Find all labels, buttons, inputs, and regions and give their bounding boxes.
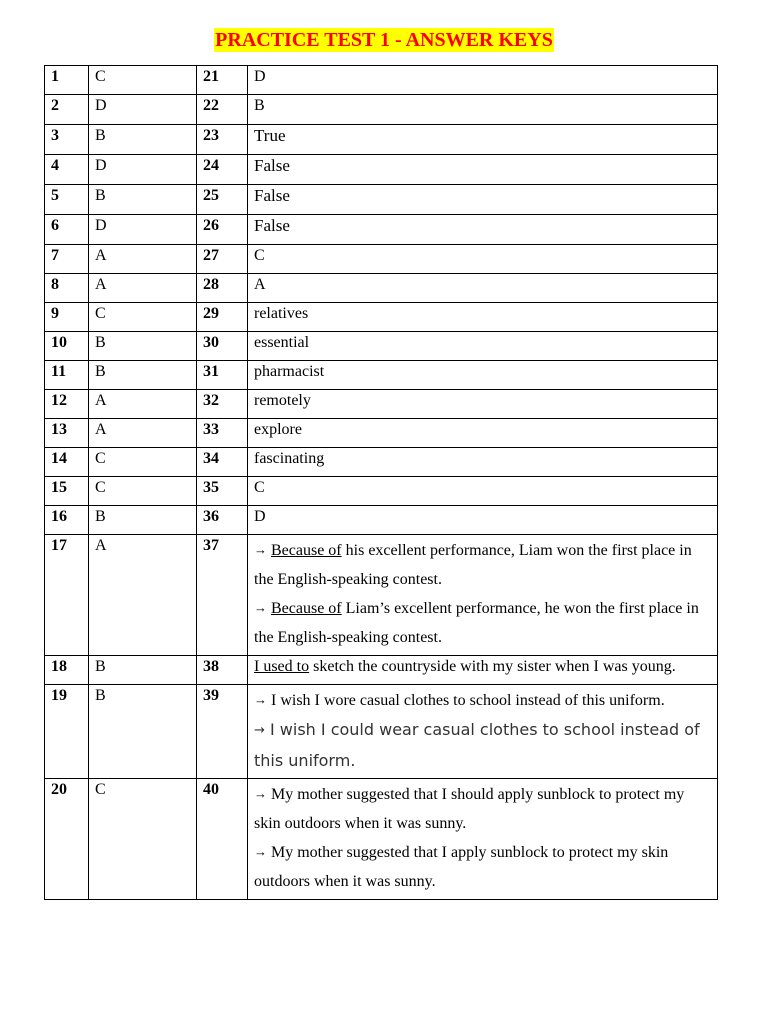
table-row bbox=[45, 155, 718, 185]
table-row-18 bbox=[45, 656, 718, 685]
answer-cell: B bbox=[89, 332, 197, 361]
answer-line bbox=[254, 838, 711, 896]
answer-cell: C bbox=[248, 477, 718, 506]
question-number: 40 bbox=[197, 779, 248, 900]
table-row-19 bbox=[45, 685, 718, 779]
answer-key-body bbox=[45, 66, 718, 900]
question-number: 18 bbox=[45, 656, 89, 685]
table-row bbox=[45, 361, 718, 390]
table-row bbox=[45, 390, 718, 419]
answer-cell: A bbox=[248, 274, 718, 303]
question-number: 20 bbox=[45, 779, 89, 900]
arrow-icon: → bbox=[254, 692, 267, 707]
question-number: 16 bbox=[45, 506, 89, 535]
table-row bbox=[45, 274, 718, 303]
question-number: 34 bbox=[197, 448, 248, 477]
answer-cell: False bbox=[248, 215, 718, 245]
question-number: 30 bbox=[197, 332, 248, 361]
answer-cell bbox=[248, 535, 718, 656]
table-row bbox=[45, 303, 718, 332]
answer-cell: D bbox=[89, 95, 197, 125]
answer-cell: pharmacist bbox=[248, 361, 718, 390]
question-number: 8 bbox=[45, 274, 89, 303]
table-row bbox=[45, 448, 718, 477]
answer-cell: B bbox=[89, 185, 197, 215]
table-row-20 bbox=[45, 779, 718, 900]
question-number: 35 bbox=[197, 477, 248, 506]
question-number: 15 bbox=[45, 477, 89, 506]
answer-cell: remotely bbox=[248, 390, 718, 419]
table-row bbox=[45, 66, 718, 95]
answer-text: his excellent performance, Liam won the first place in the English-speaking contest. bbox=[254, 542, 692, 588]
answer-cell: C bbox=[89, 303, 197, 332]
question-number: 38 bbox=[197, 656, 248, 685]
answer-cell bbox=[248, 779, 718, 900]
table-row bbox=[45, 477, 718, 506]
arrow-icon: → bbox=[254, 844, 267, 859]
title-wrapper bbox=[0, 28, 768, 52]
answer-cell: C bbox=[89, 448, 197, 477]
question-number: 7 bbox=[45, 245, 89, 274]
question-number: 24 bbox=[197, 155, 248, 185]
question-number: 10 bbox=[45, 332, 89, 361]
arrow-icon: → bbox=[254, 542, 267, 557]
question-number: 21 bbox=[197, 66, 248, 95]
question-number: 11 bbox=[45, 361, 89, 390]
question-number: 19 bbox=[45, 685, 89, 779]
answer-cell: explore bbox=[248, 419, 718, 448]
question-number: 4 bbox=[45, 155, 89, 185]
answer-line bbox=[254, 536, 711, 594]
question-number: 29 bbox=[197, 303, 248, 332]
question-number: 39 bbox=[197, 685, 248, 779]
answer-cell: D bbox=[89, 215, 197, 245]
answer-cell: A bbox=[89, 274, 197, 303]
question-number: 23 bbox=[197, 125, 248, 155]
question-number: 1 bbox=[45, 66, 89, 95]
answer-line bbox=[254, 715, 711, 775]
answer-cell: A bbox=[89, 245, 197, 274]
answer-cell bbox=[248, 656, 718, 685]
answer-cell: relatives bbox=[248, 303, 718, 332]
question-number: 27 bbox=[197, 245, 248, 274]
answer-key-table bbox=[44, 65, 718, 900]
answer-cell: B bbox=[89, 685, 197, 779]
question-number: 33 bbox=[197, 419, 248, 448]
page-title: PRACTICE TEST 1 - ANSWER KEYS bbox=[215, 29, 553, 51]
question-number: 36 bbox=[197, 506, 248, 535]
answer-cell: B bbox=[89, 125, 197, 155]
question-number: 26 bbox=[197, 215, 248, 245]
answer-line bbox=[254, 780, 711, 838]
question-number: 22 bbox=[197, 95, 248, 125]
table-row bbox=[45, 185, 718, 215]
question-number: 37 bbox=[197, 535, 248, 656]
answer-text: I wish I wore casual clothes to school instead of this uniform. bbox=[271, 692, 665, 709]
answer-cell: essential bbox=[248, 332, 718, 361]
answer-cell: False bbox=[248, 185, 718, 215]
answer-cell: B bbox=[89, 361, 197, 390]
table-row bbox=[45, 332, 718, 361]
answer-cell: D bbox=[248, 506, 718, 535]
answer-line bbox=[254, 686, 711, 715]
underlined-phrase: Because of bbox=[271, 600, 342, 617]
arrow-icon: → bbox=[254, 786, 267, 801]
table-row bbox=[45, 215, 718, 245]
answer-cell: C bbox=[248, 245, 718, 274]
answer-cell: A bbox=[89, 419, 197, 448]
answer-cell: fascinating bbox=[248, 448, 718, 477]
table-row bbox=[45, 95, 718, 125]
underlined-phrase: Because of bbox=[271, 542, 342, 559]
question-number: 6 bbox=[45, 215, 89, 245]
table-row bbox=[45, 125, 718, 155]
answer-cell: B bbox=[89, 506, 197, 535]
question-number: 31 bbox=[197, 361, 248, 390]
table-row bbox=[45, 245, 718, 274]
answer-cell: D bbox=[248, 66, 718, 95]
answer-cell: D bbox=[89, 155, 197, 185]
question-number: 25 bbox=[197, 185, 248, 215]
answer-cell: C bbox=[89, 477, 197, 506]
answer-cell: A bbox=[89, 390, 197, 419]
question-number: 32 bbox=[197, 390, 248, 419]
answer-cell: C bbox=[89, 779, 197, 900]
answer-cell: B bbox=[89, 656, 197, 685]
answer-cell: False bbox=[248, 155, 718, 185]
table-row bbox=[45, 419, 718, 448]
answer-cell: True bbox=[248, 125, 718, 155]
answer-text: My mother suggested that I apply sunblock to protect my skin outdoors when it was sunny. bbox=[254, 844, 669, 890]
question-number: 9 bbox=[45, 303, 89, 332]
answer-cell: B bbox=[248, 95, 718, 125]
question-number: 17 bbox=[45, 535, 89, 656]
answer-cell bbox=[248, 685, 718, 779]
answer-line bbox=[254, 657, 711, 677]
question-number: 13 bbox=[45, 419, 89, 448]
question-number: 14 bbox=[45, 448, 89, 477]
answer-cell: A bbox=[89, 535, 197, 656]
answer-text: sketch the countryside with my sister when I was young. bbox=[309, 658, 676, 675]
answer-cell: C bbox=[89, 66, 197, 95]
answer-line bbox=[254, 594, 711, 652]
arrow-icon: → bbox=[254, 600, 267, 615]
table-row bbox=[45, 506, 718, 535]
answer-text: My mother suggested that I should apply sunblock to protect my skin outdoors when it was sunny. bbox=[254, 786, 685, 832]
question-number: 2 bbox=[45, 95, 89, 125]
question-number: 3 bbox=[45, 125, 89, 155]
question-number: 5 bbox=[45, 185, 89, 215]
answer-text: I wish I could wear casual clothes to school instead of this uniform. bbox=[254, 720, 700, 770]
answer-text: Liam’s excellent performance, he won the first place in the English-speaking contest. bbox=[254, 600, 699, 646]
question-number: 12 bbox=[45, 390, 89, 419]
arrow-icon: → bbox=[254, 723, 265, 738]
table-row-17 bbox=[45, 535, 718, 656]
question-number: 28 bbox=[197, 274, 248, 303]
underlined-phrase: I used to bbox=[254, 658, 310, 675]
